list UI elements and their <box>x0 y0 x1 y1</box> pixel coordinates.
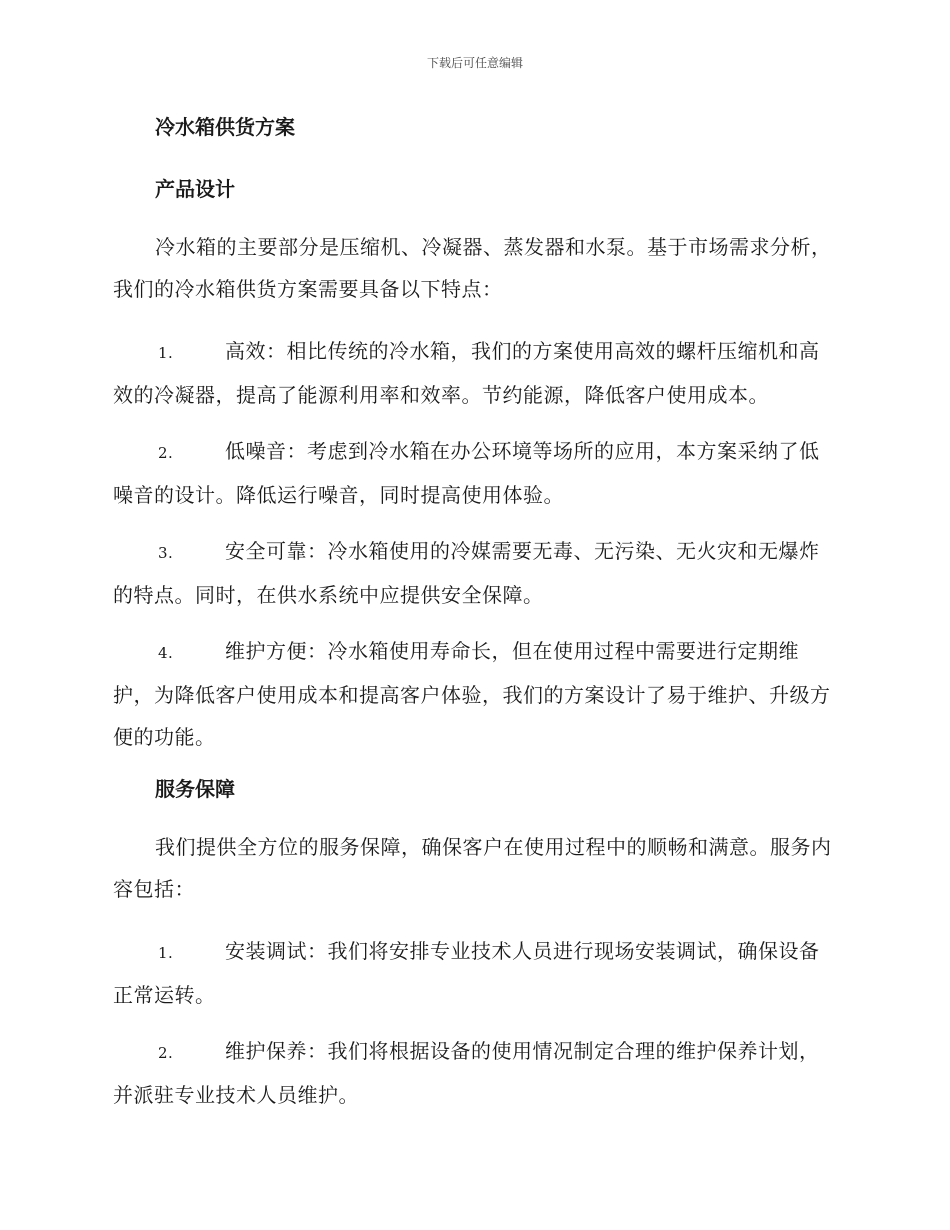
document-body <box>113 110 833 1130</box>
list-number: 2. <box>158 1044 174 1062</box>
list-item <box>113 630 833 758</box>
section-heading-service: 服务保障 <box>155 777 235 801</box>
list-item-text: 维护方便：冷水箱使用寿命长，但在使用过程中需要进行定期维护，为降低客户使用成本和提高客户体验，我们的方案设计了易于维护、升级方便的功能。 <box>113 639 831 749</box>
list-item <box>113 330 833 416</box>
list-item <box>113 930 833 1016</box>
list-number: 4. <box>158 644 174 662</box>
list-number: 3. <box>158 544 174 562</box>
list-item-text: 安全可靠：冷水箱使用的冷媒需要无毒、无污染、无火灾和无爆炸的特点。同时，在供水系统中应提供安全保障。 <box>113 539 820 607</box>
section-intro-paragraph: 我们提供全方位的服务保障，确保客户在使用过程中的顺畅和满意。服务内容包括： <box>113 835 832 901</box>
list-item <box>113 530 833 616</box>
section-intro-paragraph: 冷水箱的主要部分是压缩机、冷凝器、蒸发器和水泵。基于市场需求分析，我们的冷水箱供货方案需要具备以下特点： <box>113 235 832 301</box>
list-item-text: 安装调试：我们将安排专业技术人员进行现场安装调试，确保设备正常运转。 <box>113 939 820 1007</box>
list-number: 2. <box>158 444 174 462</box>
list-item-text: 维护保养：我们将根据设备的使用情况制定合理的维护保养计划，并派驻专业技术人员维护。 <box>113 1039 820 1107</box>
list-item-text: 高效：相比传统的冷水箱，我们的方案使用高效的螺杆压缩机和高效的冷凝器，提高了能源利用率和效率。节约能源，降低客户使用成本。 <box>113 339 820 407</box>
list-item <box>113 430 833 516</box>
list-item-text: 低噪音：考虑到冷水箱在办公环境等场所的应用，本方案采纳了低噪音的设计。降低运行噪音，同时提高使用体验。 <box>113 439 820 507</box>
document-title: 冷水箱供货方案 <box>155 115 295 139</box>
list-item <box>113 1030 833 1116</box>
header-note: 下载后可任意编辑 <box>426 56 523 70</box>
list-number: 1. <box>158 344 174 362</box>
section-heading-product-design: 产品设计 <box>155 177 235 201</box>
list-number: 1. <box>158 944 174 962</box>
